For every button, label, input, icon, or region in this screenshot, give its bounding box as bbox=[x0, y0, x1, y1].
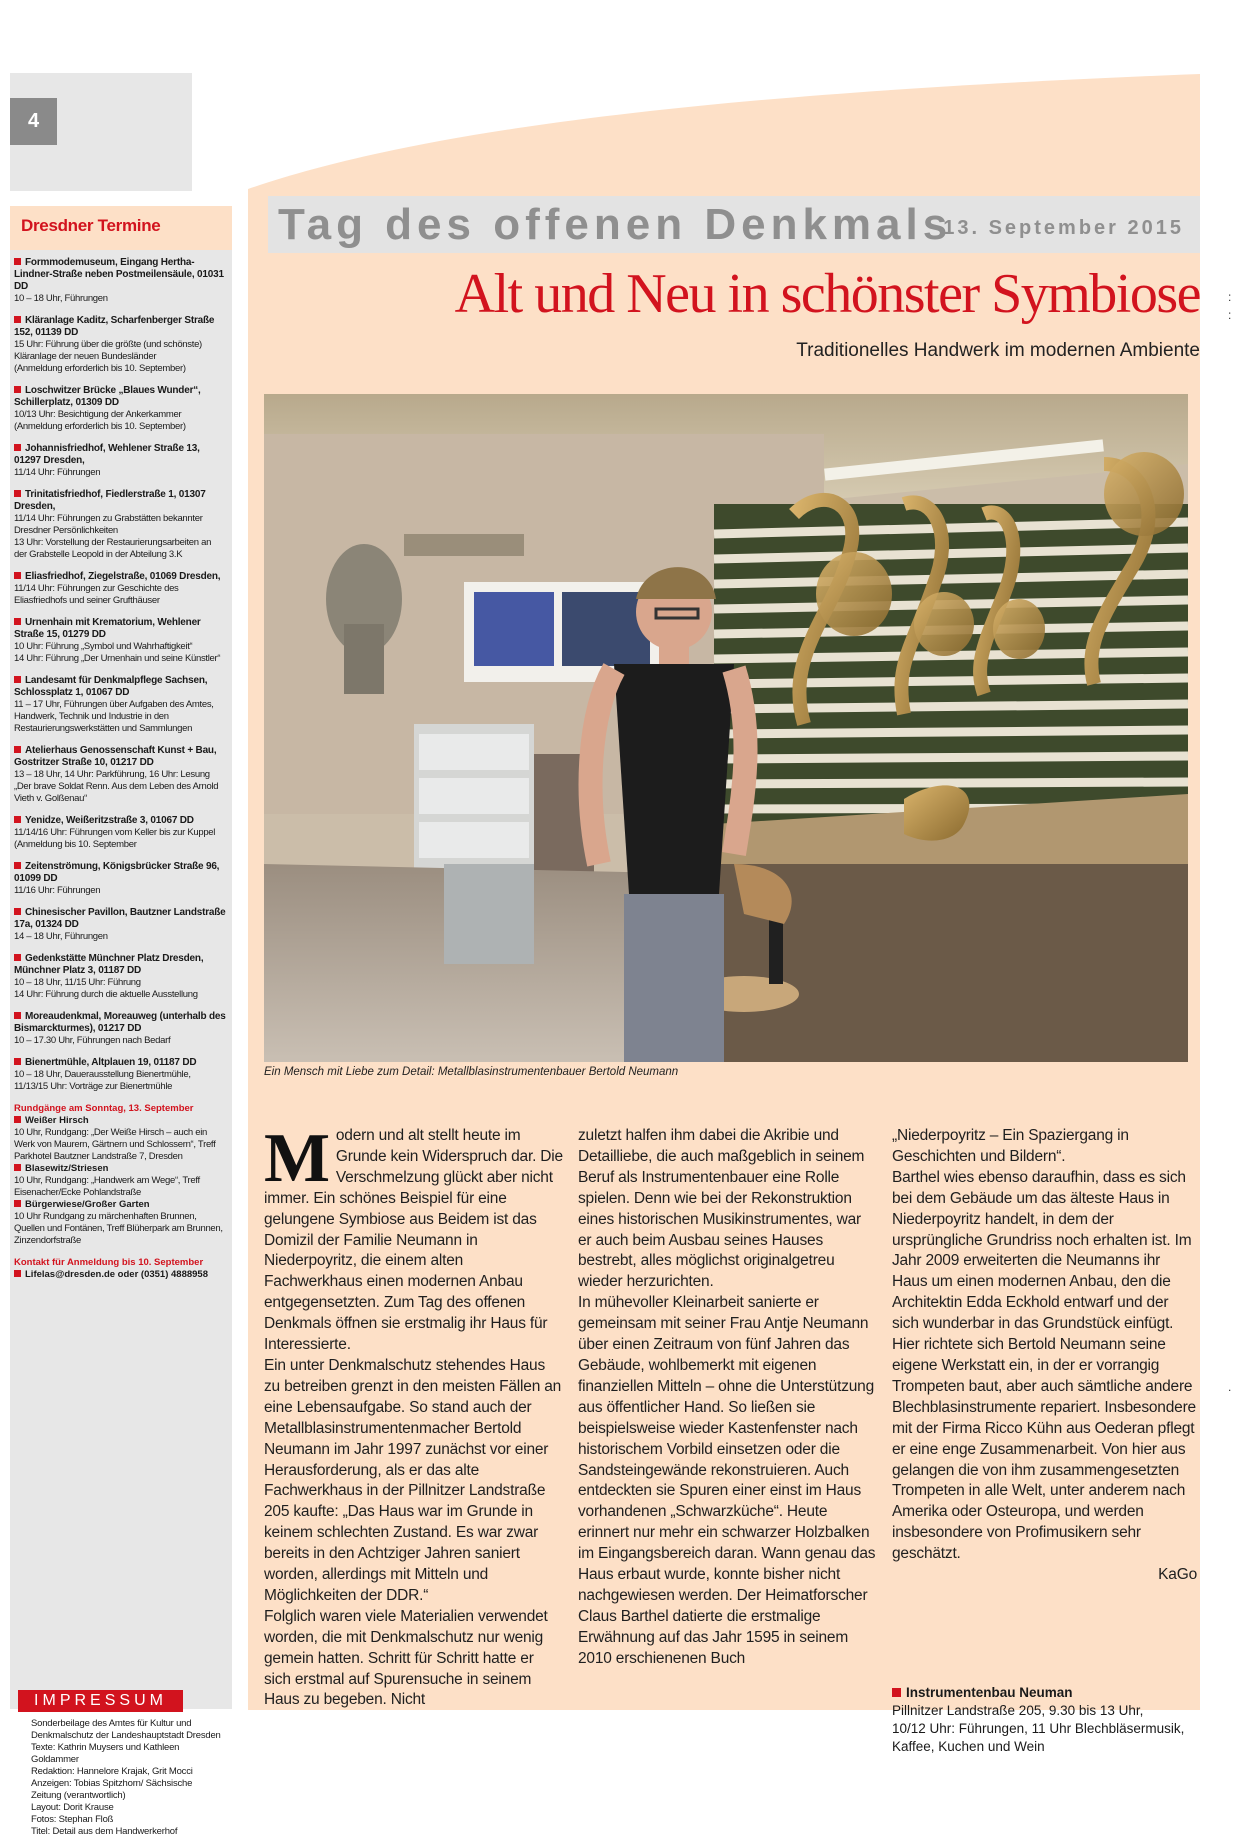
walk-title: Weißer Hirsch bbox=[14, 1115, 226, 1127]
event-item bbox=[14, 1057, 226, 1093]
contact-heading: Kontakt für Anmeldung bis 10. September bbox=[14, 1257, 204, 1268]
event-item bbox=[14, 907, 226, 943]
impressum bbox=[18, 1690, 224, 1838]
walks-heading: Rundgänge am Sonntag, 13. September bbox=[14, 1103, 194, 1114]
article bbox=[248, 74, 1200, 1754]
event-title: Trinitatisfriedhof, Fiedlerstraße 1, 01307 Dresden, bbox=[14, 489, 226, 513]
event-title: Urnenhain mit Krematorium, Wehlener Straße 15, 01279 DD bbox=[14, 617, 226, 641]
subheadline: Traditionelles Handwerk im modernen Ambiente bbox=[796, 340, 1200, 361]
event-detail: 11/16 Uhr: Führungen bbox=[14, 885, 101, 896]
event-detail: 10/13 Uhr: Besichtigung der Ankerkammer (Anmeldung erforderlich bis 10. September) bbox=[14, 409, 186, 432]
body-text-1: odern und alt stellt heute im Grunde kein Widerspruch dar. Die Verschmelzung glückt aber nicht immer. Ein schönes Beispiel für eine gelungene Symbiose aus Beidem ist das Domizil der Familie Neumann in Niederpoyritz, die einem alten Fachwerkhaus einen modernen Anbau entgegensetzten. Zum Tag des offenen Denkmals öffnen sie erstmalig ihr Haus für Interessierte. Ein unter Denkmalschutz stehendes Haus zu betreiben grenzt in den meisten Fällen an eine Lebensaufgabe. So stand auch der Metallblasinstrumentenmacher Bertold Neumann im Jahr 1997 zunächst vor einer Herausforderung, als er das alte Fachwerkhaus in der Pillnitzer Landstraße 205 kaufte: „Das Haus war im Grunde in keinem schlechten Zustand. Es war zwar bereits in den Achtziger Jahren saniert worden, allerdings mit Mitteln und Möglichkeiten der DDR.“ Folglich waren viele Materialien verwendet worden, die mit Denkmalschutz nur wenig gemein hatten. Schritt für Schritt hatte er sich erstmal auf Spurensuche in seinem Haus zu begeben. Nicht bbox=[264, 1127, 563, 1709]
info-box bbox=[892, 1684, 1197, 1756]
photo-caption: Ein Mensch mit Liebe zum Detail: Metallblasinstrumentenbauer Bertold Neumann bbox=[264, 1066, 679, 1078]
sidebar-title: Dresdner Termine bbox=[21, 216, 161, 235]
event-title: Landesamt für Denkmalpflege Sachsen, Schlossplatz 1, 01067 DD bbox=[14, 675, 226, 699]
event-title: Johannisfriedhof, Wehlener Straße 13, 01297 Dresden, bbox=[14, 443, 226, 467]
event-title: Kläranlage Kaditz, Scharfenberger Straße 152, 01139 DD bbox=[14, 315, 226, 339]
body-column-3 bbox=[892, 1126, 1197, 1586]
edge-mark: : bbox=[1228, 290, 1232, 304]
event-detail: 14 – 18 Uhr, Führungen bbox=[14, 931, 108, 942]
event-title: Chinesischer Pavillon, Bautzner Landstraße 17a, 01324 DD bbox=[14, 907, 226, 930]
event-item bbox=[14, 1011, 226, 1047]
walk-title: Blasewitz/Striesen bbox=[14, 1163, 226, 1175]
kicker-date: 13. September 2015 bbox=[943, 217, 1184, 239]
event-item bbox=[14, 489, 226, 561]
event-item bbox=[14, 385, 226, 433]
workshop-photo bbox=[264, 394, 1188, 1062]
walk-detail: 10 Uhr, Rundgang: „Handwerk am Wege“, Treff Eisenacher/Ecke Pohlandstraße bbox=[14, 1175, 200, 1198]
kicker-title: Tag des offenen Denkmals bbox=[278, 200, 953, 249]
walk-detail: 10 Uhr Rundgang zu märchenhaften Brunnen, Quellen und Fontänen, Treff Blüherpark am Brunnen, Zinzendorfstraße bbox=[14, 1211, 223, 1246]
kicker-bar bbox=[268, 196, 1200, 253]
event-item bbox=[14, 815, 226, 851]
event-item bbox=[14, 861, 226, 897]
event-item bbox=[14, 953, 226, 1001]
event-detail: 10 – 17.30 Uhr, Führungen nach Bedarf bbox=[14, 1035, 171, 1046]
body-text-3: „Niederpoyritz – Ein Spaziergang in Geschichten und Bildern“. Barthel wies ebenso daraufhin, dass es sich bei dem Gebäude um das älteste Haus in Niederpoyritz handelt, in dem der ursprüngliche Grundriss noch erhalten ist. Im Jahr 2009 erweiterten die Neumanns ihr Haus um einen modernen Anbau, den die Architektin Edda Eckhold entwarf und der sich wunderbar in das Grundstück einfügt. Hier richtete sich Bertold Neumann seine eigene Werkstatt ein, in der er vorrangig Trompeten baut, aber auch sämtliche andere Blechblasinstrumente repariert. Insbesondere mit der Firma Ricco Kühn aus Oederan pflegt er eine enge Zusammenarbeit. Von hier aus gelangen die von ihm zusammengesetzten Trompeten in alle Welt, unter anderem nach Amerika oder Osteuropa, und werden insbesondere von Profimusikern sehr geschätzt. bbox=[892, 1127, 1196, 1563]
info-text: Pillnitzer Landstraße 205, 9.30 bis 13 Uhr, 10/12 Uhr: Führungen, 11 Uhr Blechbläsermusik, Kaffee, Kuchen und Wein bbox=[892, 1703, 1185, 1754]
event-detail: 15 Uhr: Führung über die größte (und schönste) Kläranlage der neuen Bundesländer (Anmeldung erforderlich bis 10. September) bbox=[14, 339, 202, 374]
event-title: Zeitenströmung, Königsbrücker Straße 96, 01099 DD bbox=[14, 861, 226, 885]
event-item bbox=[14, 315, 226, 375]
author-signature: KaGo bbox=[1158, 1566, 1197, 1584]
event-item bbox=[14, 675, 226, 735]
body-column-2: zuletzt halfen ihm dabei die Akribie und Detailliebe, die auch maßgeblich in seinem Beruf als Instrumentenbauer eine Rolle spielen. Denn wie bei der Rekonstruktion eines historischen Musikinstrumentes, war er auch beim Ausbau seines Hauses bestrebt, alles möglichst originalgetreu wieder herzurichten. In mühevoller Kleinarbeit sanierte er gemeinsam mit seiner Frau Antje Neumann über einen Zeitraum von fünf Jahren das Gebäude, wohlbemerkt mit eigenen finanziellen Mitteln – ohne die Unterstützung aus öffentlicher Hand. So ließen sie beispielsweise wieder Kastenfenster nach historischem Vorbild einsetzen oder die Sandsteingewände rekonstruieren. Auch entdeckten sie Spuren einer einst im Haus vorhandenen „Schwarzküche“. Heute erinnert nur mehr ein schwarzer Holzbalken im Eingangsbereich daran. Wann genau das Haus erbaut wurde, konnte bisher nicht nachgewiesen werden. Der Heimatforscher Claus Barthel datierte die erstmalige Erwähnung auf das Jahr 1595 in seinem 2010 erschienenen Buch bbox=[578, 1127, 876, 1667]
impressum-body: Sonderbeilage des Amtes für Kultur und Denkmalschutz der Landeshauptstadt Dresden Texte: Kathrin Muysers und Kathleen Goldammer Redaktion: Hannelore Krajak, Grit Mocci Anzeigen: Tobias Spitzhorn/ Sächsische Zeitung (verantwortlich) Layout: Dorit Krause Fotos: Stephan Floß Titel: Detail aus dem Handwerkerhof bbox=[31, 1718, 221, 1837]
event-detail: 10 – 18 Uhr, 11/15 Uhr: Führung 14 Uhr: Führung durch die aktuelle Ausstellung bbox=[14, 977, 198, 1000]
sidebar-events bbox=[10, 206, 232, 1837]
contact-email[interactable]: Lifelas@dresden.de oder (0351) 4888958 bbox=[14, 1269, 226, 1281]
event-detail: 10 Uhr: Führung „Symbol und Wahrhaftigkeit“ 14 Uhr: Führung „Der Urnenhain und seine Künstler“ bbox=[14, 641, 221, 664]
event-detail: 11 – 17 Uhr, Führungen über Aufgaben des Amtes, Handwerk, Technik und Industrie in den Restaurierungswerkstätten und Sammlungen bbox=[14, 699, 214, 734]
sidebar-header bbox=[10, 206, 232, 250]
walk-detail: 10 Uhr, Rundgang: „Der Weiße Hirsch – auch ein Werk von Maurern, Gärtnern und Schlossern“, Treff Parkhotel Bautzner Landstraße 7, Dresden bbox=[14, 1127, 216, 1162]
event-detail: 11/14 Uhr: Führungen bbox=[14, 467, 101, 478]
event-detail: 10 – 18 Uhr, Führungen bbox=[14, 293, 108, 304]
event-detail: 11/14 Uhr: Führungen zur Geschichte des Eliasfriedhofs und seiner Grufthäuser bbox=[14, 583, 179, 606]
event-title: Yenidze, Weißeritzstraße 3, 01067 DD bbox=[14, 815, 226, 827]
info-title: Instrumentenbau Neuman bbox=[892, 1684, 1197, 1702]
event-title: Moreaudenkmal, Moreauweg (unterhalb des Bismarckturmes), 01217 DD bbox=[14, 1011, 226, 1034]
event-title: Gedenkstätte Münchner Platz Dresden, Münchner Platz 3, 01187 DD bbox=[14, 953, 226, 977]
impressum-title: IMPRESSUM bbox=[18, 1690, 183, 1712]
event-detail: 13 – 18 Uhr, 14 Uhr: Parkführung, 16 Uhr: Lesung „Der brave Soldat Renn. Aus dem Leben des Arnold Vieth v. Golßenau“ bbox=[14, 769, 219, 804]
event-item bbox=[14, 617, 226, 665]
event-item bbox=[14, 745, 226, 805]
event-detail: 10 – 18 Uhr, Dauerausstellung Bienertmühle, 11/13/15 Uhr: Vorträge zur Bienertmühle bbox=[14, 1069, 191, 1092]
event-title: Formmodemuseum, Eingang Hertha-Lindner-Straße neben Postmeilensäule, 01031 DD bbox=[14, 257, 226, 293]
edge-mark: : bbox=[1228, 308, 1232, 322]
event-title: Atelierhaus Genossenschaft Kunst + Bau, Gostritzer Straße 10, 01217 DD bbox=[14, 745, 226, 769]
contact-section bbox=[14, 1257, 226, 1281]
edge-mark: . bbox=[1228, 1380, 1232, 1394]
event-title: Eliasfriedhof, Ziegelstraße, 01069 Dresden, bbox=[14, 571, 226, 583]
body-column-1 bbox=[264, 1120, 564, 1711]
event-item bbox=[14, 443, 226, 479]
event-detail: 11/14 Uhr: Führungen zu Grabstätten bekannter Dresdner Persönlichkeiten 13 Uhr: Vorstellung der Restaurierungsarbeiten an der Grabstelle Leopold in der Abteilung 3.K bbox=[14, 513, 212, 560]
headline: Alt und Neu in schönster Symbiose bbox=[454, 263, 1200, 325]
event-list bbox=[14, 257, 226, 1281]
event-title: Bienertmühle, Altplauen 19, 01187 DD bbox=[14, 1057, 226, 1069]
page-number-tab bbox=[10, 73, 192, 191]
event-item bbox=[14, 257, 226, 305]
walks-section bbox=[14, 1103, 226, 1247]
page-number: 4 bbox=[10, 98, 57, 145]
dropcap: M bbox=[264, 1120, 330, 1197]
event-title: Loschwitzer Brücke „Blaues Wunder“, Schillerplatz, 01309 DD bbox=[14, 385, 226, 409]
event-detail: 11/14/16 Uhr: Führungen vom Keller bis zur Kuppel (Anmeldung bis 10. September bbox=[14, 827, 216, 850]
walk-title: Bürgerwiese/Großer Garten bbox=[14, 1199, 226, 1211]
event-item bbox=[14, 571, 226, 607]
